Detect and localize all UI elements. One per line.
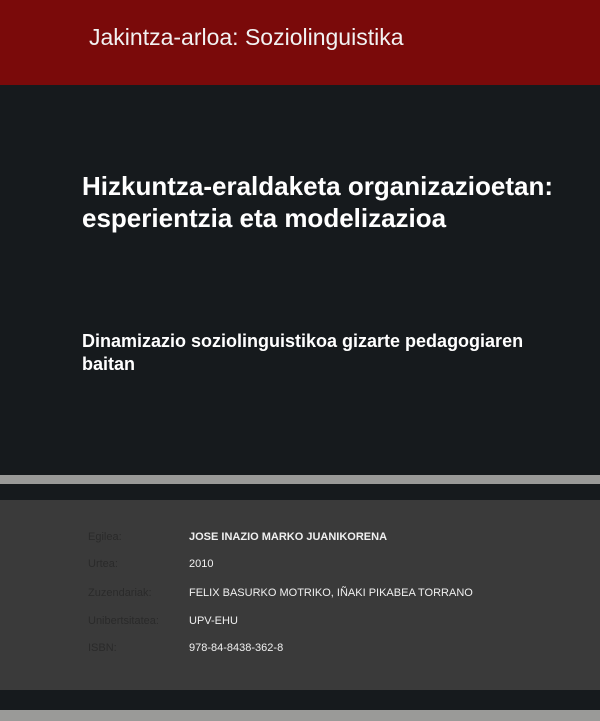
- university-row: [0, 613, 600, 629]
- title-panel: [0, 85, 600, 475]
- author-value: JOSE INAZIO MARKO JUANIKORENA: [189, 531, 388, 543]
- author-label: Egilea:: [88, 531, 122, 543]
- directors-row: [0, 585, 600, 601]
- separator-band-bottom: [0, 690, 600, 710]
- subject-area-banner: [0, 0, 600, 85]
- separator-stripe-top: [0, 475, 600, 484]
- separator-band-top: [0, 484, 600, 500]
- isbn-label: ISBN:: [88, 642, 117, 654]
- university-value: UPV-EHU: [189, 615, 238, 627]
- separator-stripe-bottom: [0, 710, 600, 721]
- subject-area-label: Jakintza-arloa: Soziolinguistika: [89, 24, 404, 50]
- isbn-row: [0, 640, 600, 656]
- year-row: [0, 556, 600, 572]
- metadata-panel: [0, 500, 600, 690]
- book-title: Hizkuntza-eraldaketa organizazioetan: esperientzia eta modelizazioa: [82, 171, 553, 233]
- year-label: Urtea:: [88, 558, 118, 570]
- university-label: Unibertsitatea:: [88, 615, 159, 627]
- directors-value: FELIX BASURKO MOTRIKO, IÑAKI PIKABEA TORRANO: [189, 587, 473, 599]
- author-row: [0, 529, 600, 545]
- year-value: 2010: [189, 558, 214, 570]
- isbn-value: 978-84-8438-362-8: [189, 642, 284, 654]
- directors-label: Zuzendariak:: [88, 587, 152, 599]
- book-subtitle: Dinamizazio soziolinguistikoa gizarte pedagogiaren baitan: [82, 331, 524, 374]
